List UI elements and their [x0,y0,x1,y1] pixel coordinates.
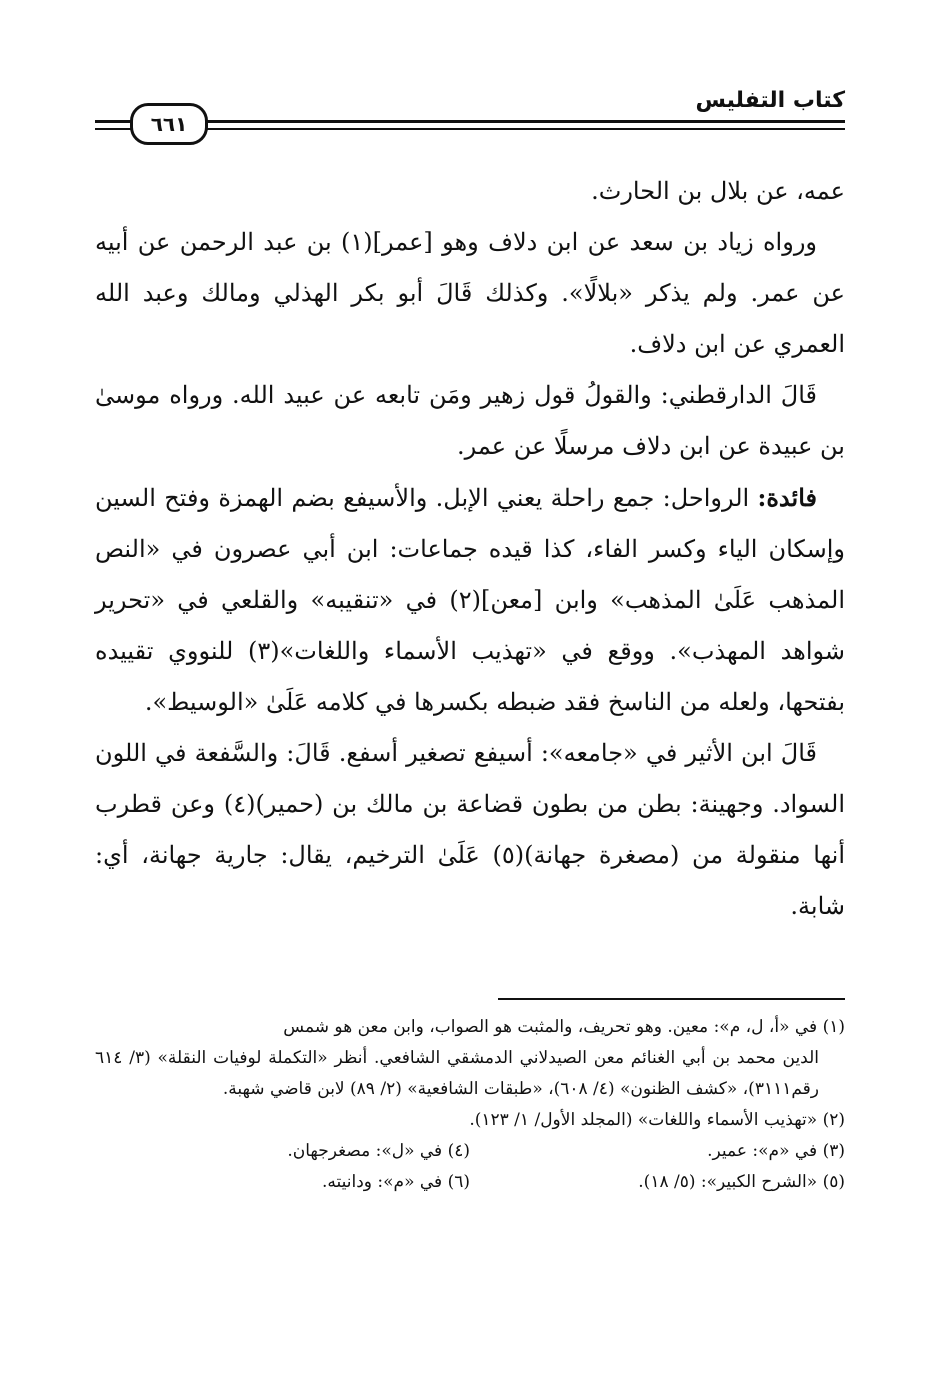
footnote-row [95,1136,845,1167]
paragraph: قَالَ الدارقطني: والقولُ قول زهير ومَن تابعه عن عبيد الله. ورواه موسىٰ بن عبيدة عن ابن دلاف مرسلًا عن عمر. [95,381,845,460]
footnote: (٥) «الشرح الكبير»: (٥/ ١٨). [638,1172,845,1192]
footnote-continuation: الدين محمد بن أبي الغنائم معن الصيدلاني الدمشقي الشافعي. أنظر «التكملة لوفيات النقلة» (٣/ ٦١٤ رقم٣١١١)، «كشف الظنون» (٤/ ٦٠٨)، «طبقات الشافعية» (٢/ ٨٩) لابن قاضي شهبة. [95,1048,820,1099]
footnote: (٢) «تهذيب الأسماء واللغات» (المجلد الأول/ ١/ ١٢٣). [469,1110,845,1130]
footnote-separator [498,998,845,1000]
paragraph-text: الرواحل: جمع راحلة يعني الإبل. والأسيفع بضم الهمزة وفتح السين وإسكان الياء وكسر الفاء، كذا قيده جماعات: ابن أبي عصرون في «النص المذهب عَلَىٰ المذهب» وابن [معن](٢) في «تنقيبه» والقلعي في «تحرير شواهد المهذب». ووقع في «تهذيب الأسماء واللغات»(٣) للنووي تقييده بفتحها، ولعله من الناسخ فقد ضبطه بكسرها في كلامه عَلَىٰ «الوسيط». [95,484,845,716]
paragraph: عمه، عن بلال بن الحارث. [591,177,845,205]
running-head: كتاب التفليس [695,88,845,113]
footnote: (٤) في «ل»: مصغرجهان. [287,1141,470,1161]
page-number: ٦٦١ [130,103,208,145]
paragraph: ورواه زياد بن سعد عن ابن دلاف وهو [عمر](١) بن عبد الرحمن عن أبيه عن عمر. ولم يذكر «بلالًا». وكذلك قَالَ أبو بكر الهذلي ومالك وعبد الله العمري عن ابن دلاف. [95,228,845,358]
main-text [95,166,845,932]
footnote: (١) في «أ، ل، م»: معين. وهو تحريف، والمثبت هو الصواب، وابن معن هو شمس [283,1017,845,1037]
footnote: (٣) في «م»: عمير. [707,1141,845,1161]
footnote: (٦) في «م»: ودانيته. [322,1172,470,1192]
paragraph: قَالَ ابن الأثير في «جامعه»: أسيفع تصغير أسفع. قَالَ: والسَّفعة في اللون السواد. وجهينة: بطن من بطون قضاعة بن مالك بن (حمير)(٤) وعن قطرب أنها منقولة من (مصغرة جهانة)(٥) عَلَىٰ الترخيم، يقال: جارية جهانة، أي: شابة. [95,739,846,920]
paragraph [95,472,845,728]
footnote-row [95,1167,845,1198]
note-label: فائدة: [757,483,817,512]
footnotes [95,1012,845,1198]
